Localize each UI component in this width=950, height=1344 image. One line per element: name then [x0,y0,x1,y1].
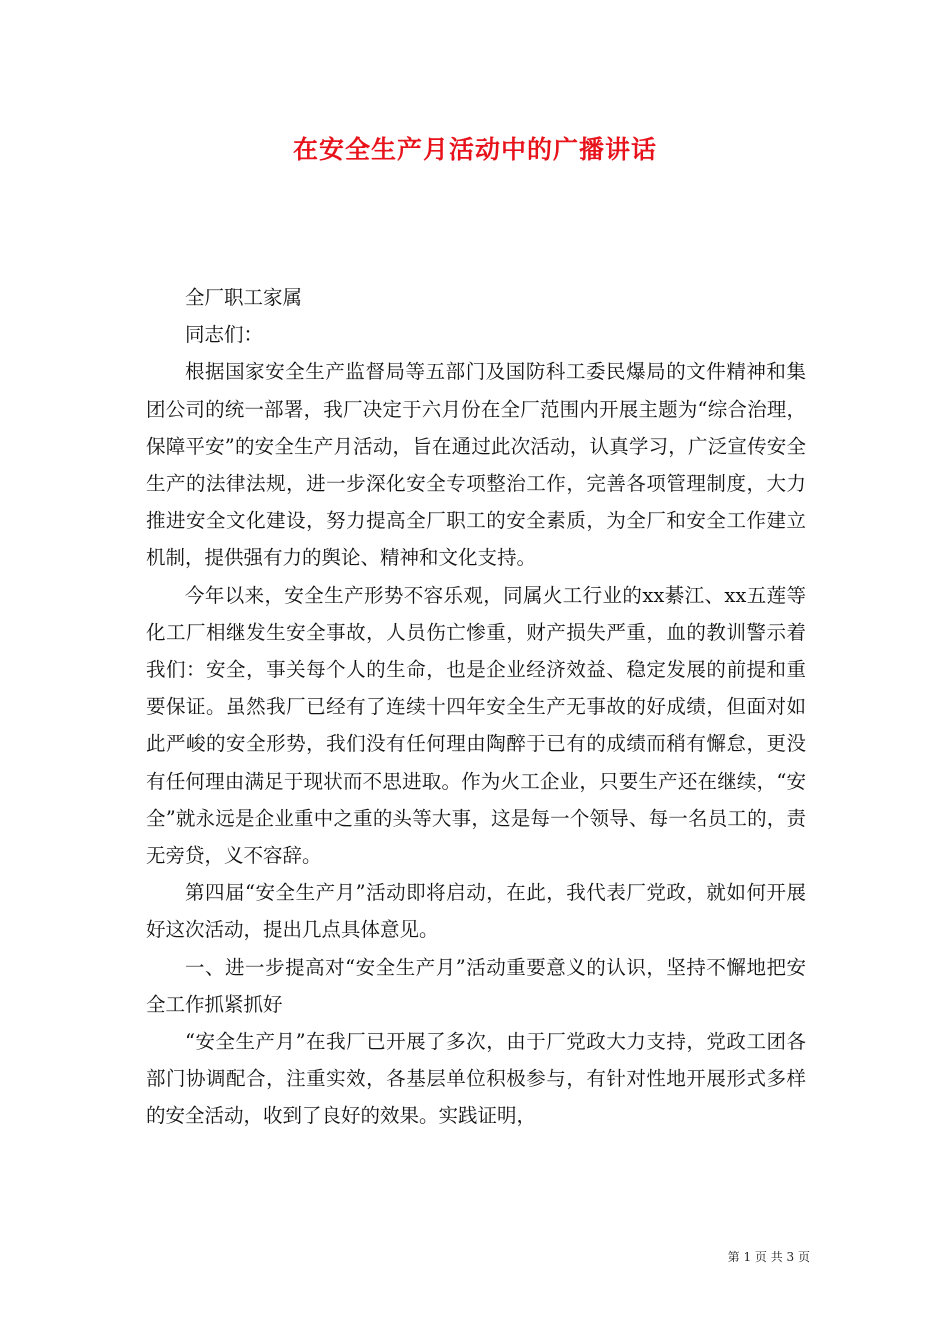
salutation-line-2: 同志们： [185,323,264,347]
paragraph-3: 第四届“安全生产月”活动即将启动，在此，我代表厂党政，就如何开展好这次活动，提出几点具体意见。 [146,881,806,942]
section-heading-1: 一、进一步提高对“安全生产月”活动重要意义的认识，坚持不懈地把安全工作抓紧抓好 [146,955,806,1016]
document-title: 在安全生产月活动中的广播讲话 [292,135,657,164]
page-number: 第 1 页 共 3 页 [727,1250,810,1264]
paragraph-4: “安全生产月”在我厂已开展了多次，由于厂党政大力支持，党政工团各部门协调配合，注重实效，各基层单位积极参与，有针对性地开展形式多样的安全活动，收到了良好的效果。实践证明， [146,1030,806,1128]
paragraph-2: 今年以来，安全生产形势不容乐观，同属火工行业的xx綦江、xx五莲等化工厂相继发生安全事故，人员伤亡惨重，财产损失严重，血的教训警示着我们：安全，事关每个人的生命，也是企业经济效益、稳定发展的前提和重要保证。虽然我厂已经有了连续十四年安全生产无事故的好成绩，但面对如此严峻的安全形势，我们没有任何理由陶醉于已有的成绩而稍有懈怠，更没有任何理由满足于现状而不思进取。作为火工企业，只要生产还在继续，“安全”就永远是企业重中之重的头等大事，这是每一个领导、每一名员工的，责无旁贷，义不容辞。 [146,583,806,868]
paragraph-1: 根据国家安全生产监督局等五部门及国防科工委民爆局的文件精神和集团公司的统一部署，我厂决定于六月份在全厂范围内开展主题为“综合治理，保障平安”的安全生产月活动，旨在通过此次活动，认真学习，广泛宣传安全生产的法律法规，进一步深化安全专项整治工作，完善各项管理制度，大力推进安全文化建设，努力提高全厂职工的安全素质，为全厂和安全工作建立机制，提供强有力的舆论、精神和文化支持。 [146,360,806,570]
document-body [146,279,806,1135]
salutation-line-1: 全厂职工家属 [185,286,303,309]
